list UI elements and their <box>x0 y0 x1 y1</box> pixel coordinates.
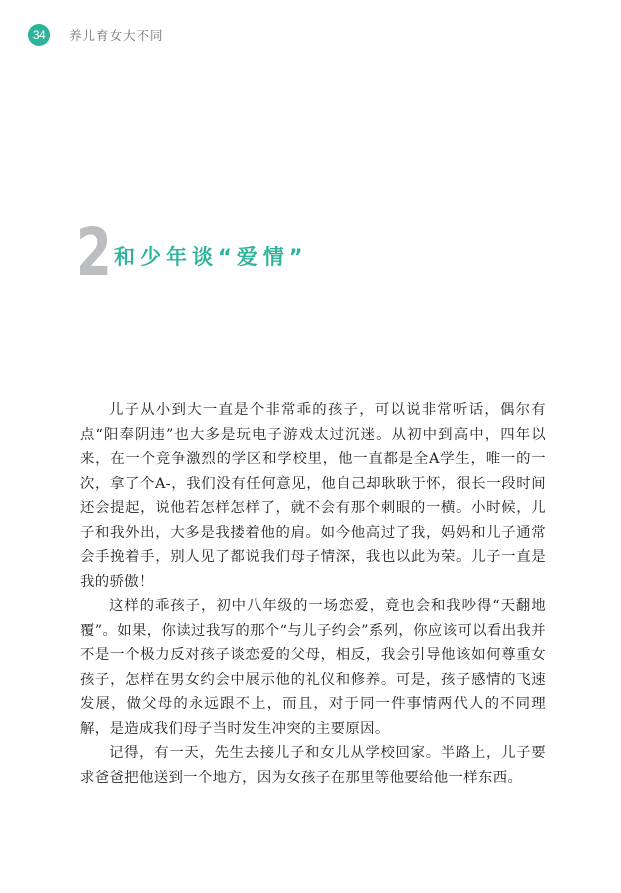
running-title: 养儿育女大不同 <box>69 28 164 43</box>
chapter-number: 2 <box>76 214 112 291</box>
chapter-title: 和少年谈“爱情” <box>114 245 308 269</box>
paragraph: 儿子从小到大一直是个非常乖的孩子，可以说非常听话，偶尔有点“阳奉阴违”也大多是玩电子游戏太过沉迷。从初中到高中，四年以来，在一个竞争激烈的学区和学校里，他一直都是全A学生，唯一的一次，拿了个A-，我们没有任何意见，他自己却耿耿于怀，很长一段时间还会提起，说他若怎样怎样了，就不会有那个刺眼的一横。小时候，儿子和我外出，大多是我搂着他的肩。如今他高过了我，妈妈和儿子通常会手挽着手，别人见了都说我们母子情深，我也以此为荣。儿子一直是我的骄傲！ <box>80 402 546 590</box>
paragraph: 记得，有一天，先生去接儿子和女儿从学校回家。半路上，儿子要求爸爸把他送到一个地方，因为女孩子在那里等他要给他一样东西。 <box>80 745 546 786</box>
page-header <box>28 24 164 46</box>
body-text <box>80 398 546 790</box>
page-number-badge: 34 <box>28 24 50 46</box>
paragraph: 这样的乖孩子，初中八年级的一场恋爱，竟也会和我吵得“天翻地覆”。如果，你读过我写的那个“与儿子约会”系列，你应该可以看出我并不是一个极力反对孩子谈恋爱的父母，相反，我会引导他该如何尊重女孩子，怎样在男女约会中展示他的礼仪和修养。可是，孩子感情的飞速发展，做父母的永远跟不上，而且，对于同一件事情两代人的不同理解，是造成我们母子当时发生冲突的主要原因。 <box>80 598 546 737</box>
chapter-heading <box>76 214 308 291</box>
